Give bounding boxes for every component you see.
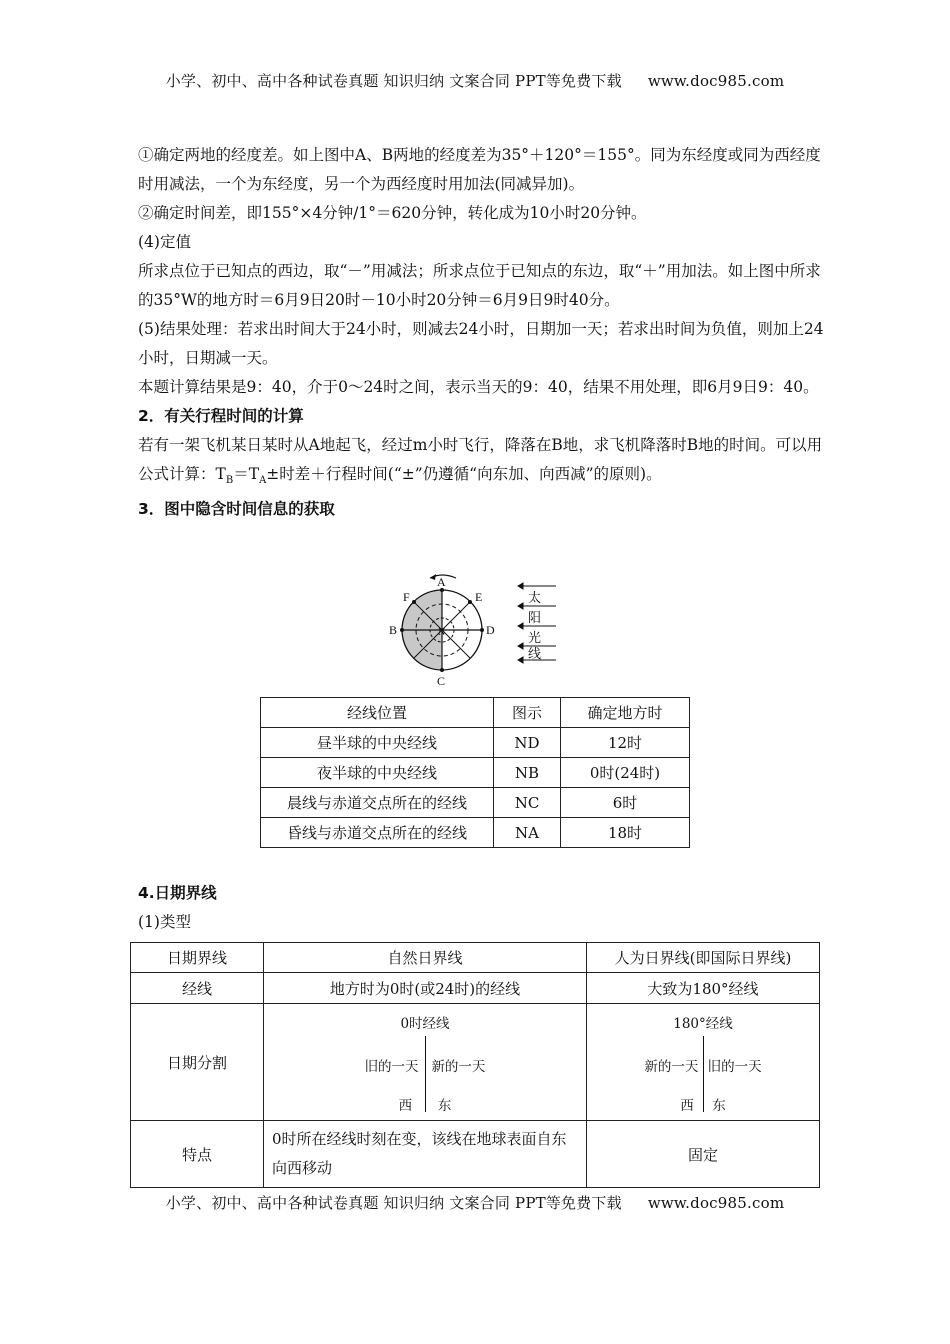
- heading-travel-time: 2．有关行程时间的计算: [138, 407, 304, 425]
- table-cell: 晨线与赤道交点所在的经线: [261, 788, 494, 818]
- paragraph-result: 本题计算结果是9：40，介于0～24时之间，表示当天的9：40，结果不用处理，即6月9日9：40。: [138, 378, 819, 396]
- table-row: [131, 1004, 820, 1121]
- point-label-n: N: [438, 627, 446, 638]
- split-right-label: 旧的一天: [707, 1059, 762, 1075]
- paragraph-types: (1)类型: [138, 913, 191, 931]
- split-title: 0时经线: [400, 1016, 450, 1032]
- natural-dateline-diagram: [264, 1004, 586, 1120]
- table-cell: 18时: [561, 818, 690, 848]
- split-left-label: 旧的一天: [364, 1059, 419, 1075]
- table-row: [261, 788, 690, 818]
- paragraph-direction-rule: 所求点位于已知点的西边，取“－”用减法；所求点位于已知点的东边，取“＋”用加法。如上图中所求的35°W的地方时＝6月9日20时－10小时20分钟＝6月9日9时40分。: [138, 262, 821, 309]
- sunlight-char-4: 线: [528, 646, 542, 661]
- table-cell: NB: [494, 758, 561, 788]
- table-cell: 6时: [561, 788, 690, 818]
- heading-hidden-info: 3．图中隐含时间信息的获取: [138, 500, 335, 519]
- split-west-label: 西: [398, 1098, 413, 1114]
- table-cell-artificial-split: [587, 1004, 820, 1121]
- split-title: 180°经线: [673, 1016, 733, 1032]
- table-header-row: [131, 943, 820, 973]
- split-east-label: 东: [712, 1098, 726, 1114]
- point-label-d: D: [486, 623, 495, 637]
- table-cell: 12时: [561, 728, 690, 758]
- sunlight-char-2: 阳: [528, 610, 542, 625]
- point-label-e: E: [475, 590, 483, 604]
- table-cell: 大致为180°经线: [587, 973, 820, 1004]
- table-cell: 昏线与赤道交点所在的经线: [261, 818, 494, 848]
- paragraph-result-handling: (5)结果处理：若求出时间大于24小时，则减去24小时，日期加一天；若求出时间为负值，则加上24小时，日期减一天。: [138, 320, 824, 367]
- body-text-dateline: [138, 879, 828, 937]
- table-cell: 经线: [131, 973, 264, 1004]
- point-label-c: C: [437, 674, 446, 688]
- point-label-f: F: [403, 590, 410, 604]
- table-header: 确定地方时: [561, 698, 690, 728]
- body-text-top: [138, 141, 828, 524]
- table-header: 日期界线: [131, 943, 264, 973]
- paragraph-fix-value: (4)定值: [138, 233, 191, 251]
- table-cell: 日期分割: [131, 1004, 264, 1121]
- artificial-dateline-diagram: [587, 1004, 819, 1120]
- table-cell: 0时所在经线时刻在变，该线在地球表面自东向西移动: [264, 1121, 587, 1188]
- dateline-table: [130, 942, 820, 1188]
- sunlight-char-1: 太: [528, 590, 542, 605]
- table-row: [261, 758, 690, 788]
- table-cell: NC: [494, 788, 561, 818]
- page-footer: [0, 1192, 950, 1213]
- table-header: 自然日界线: [264, 943, 587, 973]
- table-cell: 地方时为0时(或24时)的经线: [264, 973, 587, 1004]
- table-row: [261, 728, 690, 758]
- table-cell-natural-split: [264, 1004, 587, 1121]
- header-url[interactable]: www.doc985.com: [647, 72, 785, 90]
- sunlight-char-3: 光: [528, 630, 542, 645]
- split-east-label: 东: [437, 1098, 452, 1114]
- split-divider: [425, 1036, 426, 1112]
- table-cell: 特点: [131, 1121, 264, 1188]
- table-row: [131, 973, 820, 1004]
- footer-text: 小学、初中、高中各种试卷真题 知识归纳 文案合同 PPT等免费下载: [165, 1194, 622, 1212]
- table-cell: 固定: [587, 1121, 820, 1188]
- table-cell: 夜半球的中央经线: [261, 758, 494, 788]
- paragraph-flight-formula: 若有一架飞机某日某时从A地起飞，经过m小时飞行，降落在B地，求飞机降落时B地的时间。可以用公式计算：$T_B=T_A\pm$时差＋行程时间(“±”仍遵循“向东加、向西减”的原则)。: [138, 436, 823, 487]
- table-cell: 昼半球的中央经线: [261, 728, 494, 758]
- paragraph-longitude-diff: ①确定两地的经度差。如上图中A、B两地的经度差为35°＋120°＝155°。同为东经度或同为西经度时用减法，一个为东经度，另一个为西经度时用加法(同减异加)。: [138, 146, 821, 193]
- split-west-label: 西: [680, 1098, 694, 1114]
- split-right-label: 新的一天: [431, 1059, 486, 1075]
- meridian-time-table: [260, 697, 690, 848]
- table-header: 图示: [494, 698, 561, 728]
- table-row: [261, 818, 690, 848]
- split-divider: [703, 1036, 704, 1112]
- table-cell: 0时(24时): [561, 758, 690, 788]
- table-header: 经线位置: [261, 698, 494, 728]
- table-cell: NA: [494, 818, 561, 848]
- point-label-a: A: [437, 575, 446, 589]
- polar-view-diagram: [380, 568, 560, 692]
- page-header: [0, 70, 950, 91]
- split-left-label: 新的一天: [644, 1059, 699, 1075]
- header-text: 小学、初中、高中各种试卷真题 知识归纳 文案合同 PPT等免费下载: [165, 72, 622, 90]
- paragraph-time-diff: ②确定时间差，即155°×4分钟/1°＝620分钟，转化成为10小时20分钟。: [138, 204, 647, 222]
- table-cell: ND: [494, 728, 561, 758]
- footer-url[interactable]: www.doc985.com: [647, 1194, 785, 1212]
- table-header-row: [261, 698, 690, 728]
- heading-dateline: 4.日期界线: [138, 884, 217, 902]
- point-label-b: B: [389, 623, 398, 637]
- table-header: 人为日界线(即国际日界线): [587, 943, 820, 973]
- table-row: [131, 1121, 820, 1188]
